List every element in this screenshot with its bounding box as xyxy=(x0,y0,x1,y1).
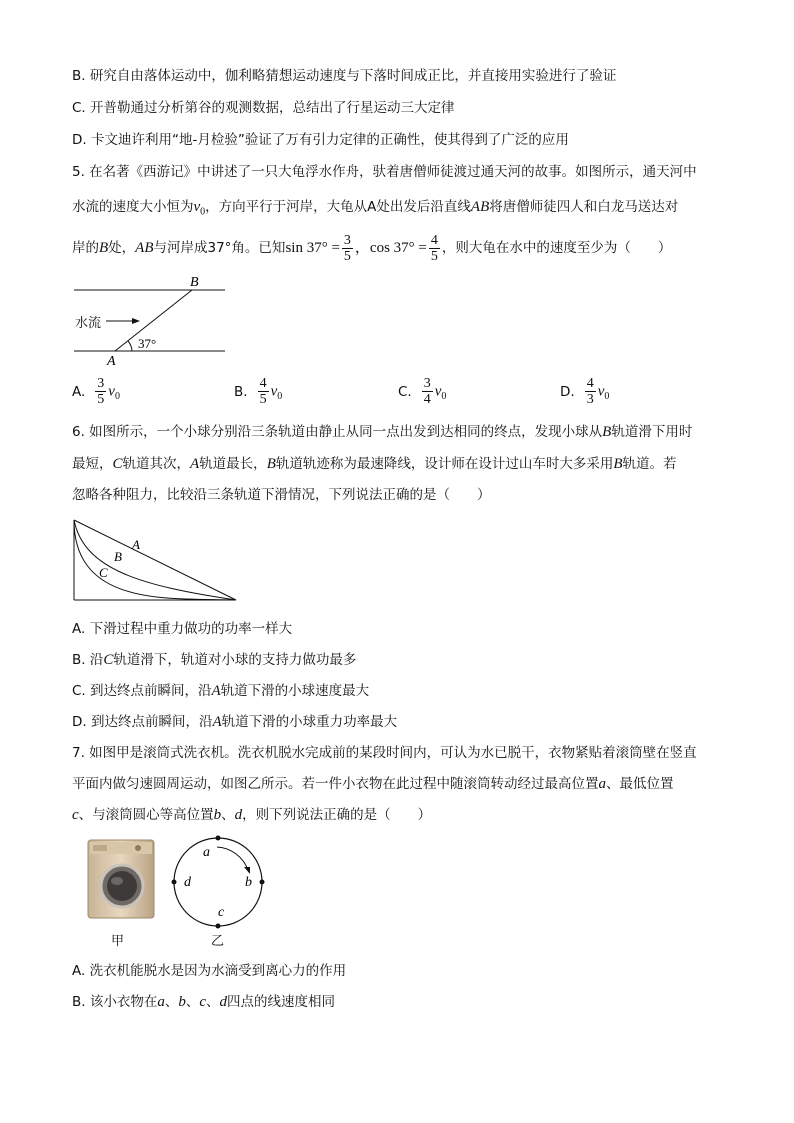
q6-option-d: D. 到达终点前瞬间，沿A轨道下滑的小球重力功率最大 xyxy=(72,714,398,730)
rotation-arrowhead xyxy=(244,867,250,874)
control-knob xyxy=(135,845,141,851)
caption-yi: 乙 xyxy=(211,934,225,949)
door-glass xyxy=(107,871,137,901)
q4-option-d: D. 卡文迪许利用“地-月检验”验证了万有引力定律的正确性，使其得到了广泛的应用 xyxy=(72,132,569,148)
q4-option-b: B. 研究自由落体运动中，伽利略猜想运动速度与下落时间成正比，并直接用实验进行了验证 xyxy=(72,68,617,84)
q6-option-b: B. 沿C轨道滑下，轨道对小球的支持力做功最多 xyxy=(72,652,357,668)
q5-stem-line2: 水流的速度大小恒为$v_0$，方向平行于河岸，大龟从A处出发后沿直线AB将唐僧师徒四人和白龙马送达对 xyxy=(72,199,679,218)
point-d-label: d xyxy=(184,875,191,890)
angle-arc xyxy=(128,341,132,351)
angle-label: 37° xyxy=(138,336,157,351)
point-c-dot xyxy=(216,924,221,929)
water-flow-label: 水流 xyxy=(75,316,102,331)
point-c-label: c xyxy=(218,905,225,920)
q6-option-c: C. 到达终点前瞬间，沿A轨道下滑的小球速度最大 xyxy=(72,683,370,699)
track-label-a: A xyxy=(132,537,140,552)
current-arrowhead xyxy=(132,318,140,324)
glass-reflection xyxy=(111,877,123,885)
label-b: B xyxy=(190,275,199,290)
q7-stem-line2: 平面内做匀速圆周运动，如图乙所示。若一件小衣物在此过程中随滚筒转动经过最高位置a、最低位置 xyxy=(72,776,674,792)
label-a: A xyxy=(107,354,116,369)
q6-stem-line2: 最短，C轨道其次，A轨道最长，B轨道轨迹称为最速降线，设计师在设计过山车时大多采用B轨道。若 xyxy=(72,456,677,472)
sin-fraction: $\frac{3}{5}$ xyxy=(343,232,351,264)
track-label-c: C xyxy=(99,565,108,580)
q7-option-a: A. 洗衣机能脱水是因为水滴受到离心力的作用 xyxy=(72,963,347,979)
q7-option-b: B. 该小衣物在a、b、c、d四点的线速度相同 xyxy=(72,994,336,1010)
q6-tracks-figure xyxy=(72,518,240,604)
q5-option-d: D. $\frac{4}{3}$ $v_0$ xyxy=(560,376,610,407)
rotation-arc xyxy=(217,847,248,870)
q6-stem-line1: 6. 如图所示，一个小球分别沿三条轨道由静止从同一点出发到达相同的终点，发现小球从B轨道滑下用时 xyxy=(72,424,693,440)
point-a-label: a xyxy=(203,845,210,860)
q7-stem-line3: c、与滚筒圆心等高位置b、d，则下列说法正确的是（ ） xyxy=(72,807,432,823)
q5-option-c: C. $\frac{3}{4}$ $v_0$ xyxy=(398,376,447,407)
q7-stem-line1: 7. 如图甲是滚筒式洗衣机。洗衣机脱水完成前的某段时间内，可认为水已脱干，衣物紧贴着滚筒壁在竖直 xyxy=(72,745,697,761)
q5-stem-line1: 5. 在名著《西游记》中讲述了一只大龟浮水作舟，驮着唐僧师徒渡过通天河的故事。如图所示，通天河中 xyxy=(72,164,697,180)
q5-stem-line3: 岸的B处，AB与河岸成37°角。已知sin 37° = $\frac{3}{5}$ ，cos 37° = $\frac{4}{5}$ ，则大龟在水中的速度至少为（ ） xyxy=(72,232,672,264)
point-b-dot xyxy=(260,880,265,885)
q6-option-a: A. 下滑过程中重力做功的功率一样大 xyxy=(72,621,293,637)
track-a xyxy=(74,520,236,600)
q5-option-b: B. $\frac{4}{5}$ $v_0$ xyxy=(234,376,283,407)
drum-circle-figure xyxy=(170,834,266,930)
point-d-dot xyxy=(172,880,177,885)
detergent-drawer xyxy=(93,845,107,851)
point-a-dot xyxy=(216,836,221,841)
q6-stem-line3: 忽略各种阻力，比较沿三条轨道下滑情况，下列说法正确的是（ ） xyxy=(72,487,491,503)
cos-fraction: $\frac{4}{5}$ xyxy=(430,232,438,264)
caption-jia: 甲 xyxy=(111,934,125,949)
washing-machine-image xyxy=(86,838,158,920)
q5-option-a: A. $\frac{3}{5}$ $v_0$ xyxy=(72,376,120,407)
track-label-b: B xyxy=(114,549,122,564)
point-b-label: b xyxy=(245,875,252,890)
q4-option-c: C. 开普勒通过分析第谷的观测数据，总结出了行星运动三大定律 xyxy=(72,100,455,116)
